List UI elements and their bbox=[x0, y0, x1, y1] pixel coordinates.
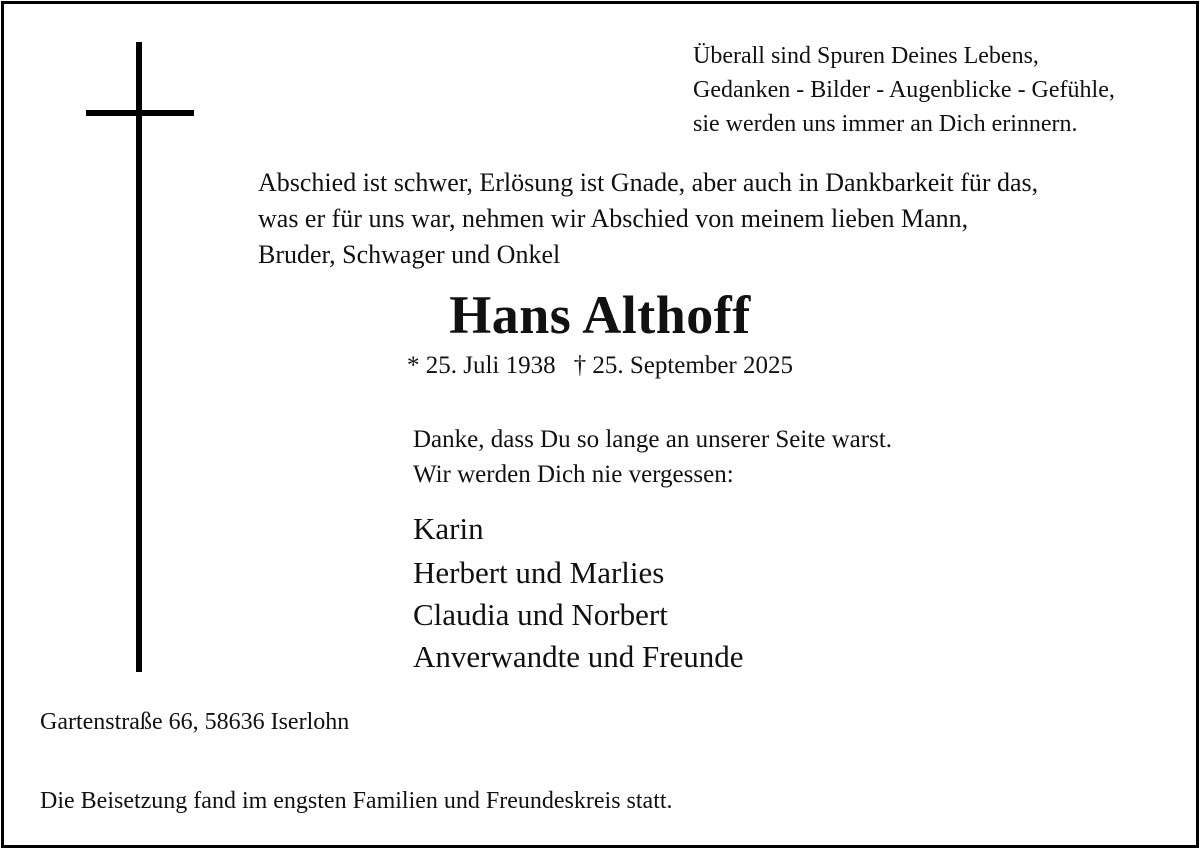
deceased-name: Hans Althoff bbox=[449, 285, 751, 345]
quote-line: Gedanken - Bilder - Augenblicke - Gefühle, bbox=[693, 77, 1115, 103]
quote-line: sie werden uns immer an Dich erinnern. bbox=[693, 111, 1078, 137]
birth-date: * 25. Juli 1938 bbox=[406, 352, 556, 379]
cross-icon-crossbar bbox=[86, 110, 194, 116]
mourner-name: Claudia und Norbert bbox=[413, 597, 668, 632]
life-dates bbox=[0, 353, 1200, 378]
intro-line: Bruder, Schwager und Onkel bbox=[258, 240, 561, 269]
death-date: † 25. September 2025 bbox=[573, 352, 794, 379]
thanks-line: Danke, dass Du so lange an unserer Seite warst. bbox=[413, 426, 893, 453]
thanks-line: Wir werden Dich nie vergessen: bbox=[413, 461, 734, 488]
mourner-name: Karin bbox=[413, 511, 484, 546]
burial-note: Die Beisetzung fand im engsten Familien und Freundeskreis statt. bbox=[40, 788, 673, 814]
quote-line: Überall sind Spuren Deines Lebens, bbox=[693, 43, 1039, 69]
mourner-name: Anverwandte und Freunde bbox=[413, 639, 744, 674]
address: Gartenstraße 66, 58636 Iserlohn bbox=[40, 709, 350, 735]
intro-line: was er für uns war, nehmen wir Abschied von meinem lieben Mann, bbox=[258, 204, 969, 233]
intro-line: Abschied ist schwer, Erlösung ist Gnade, aber auch in Dankbarkeit für das, bbox=[258, 168, 1039, 197]
mourner-name: Herbert und Marlies bbox=[413, 555, 665, 590]
